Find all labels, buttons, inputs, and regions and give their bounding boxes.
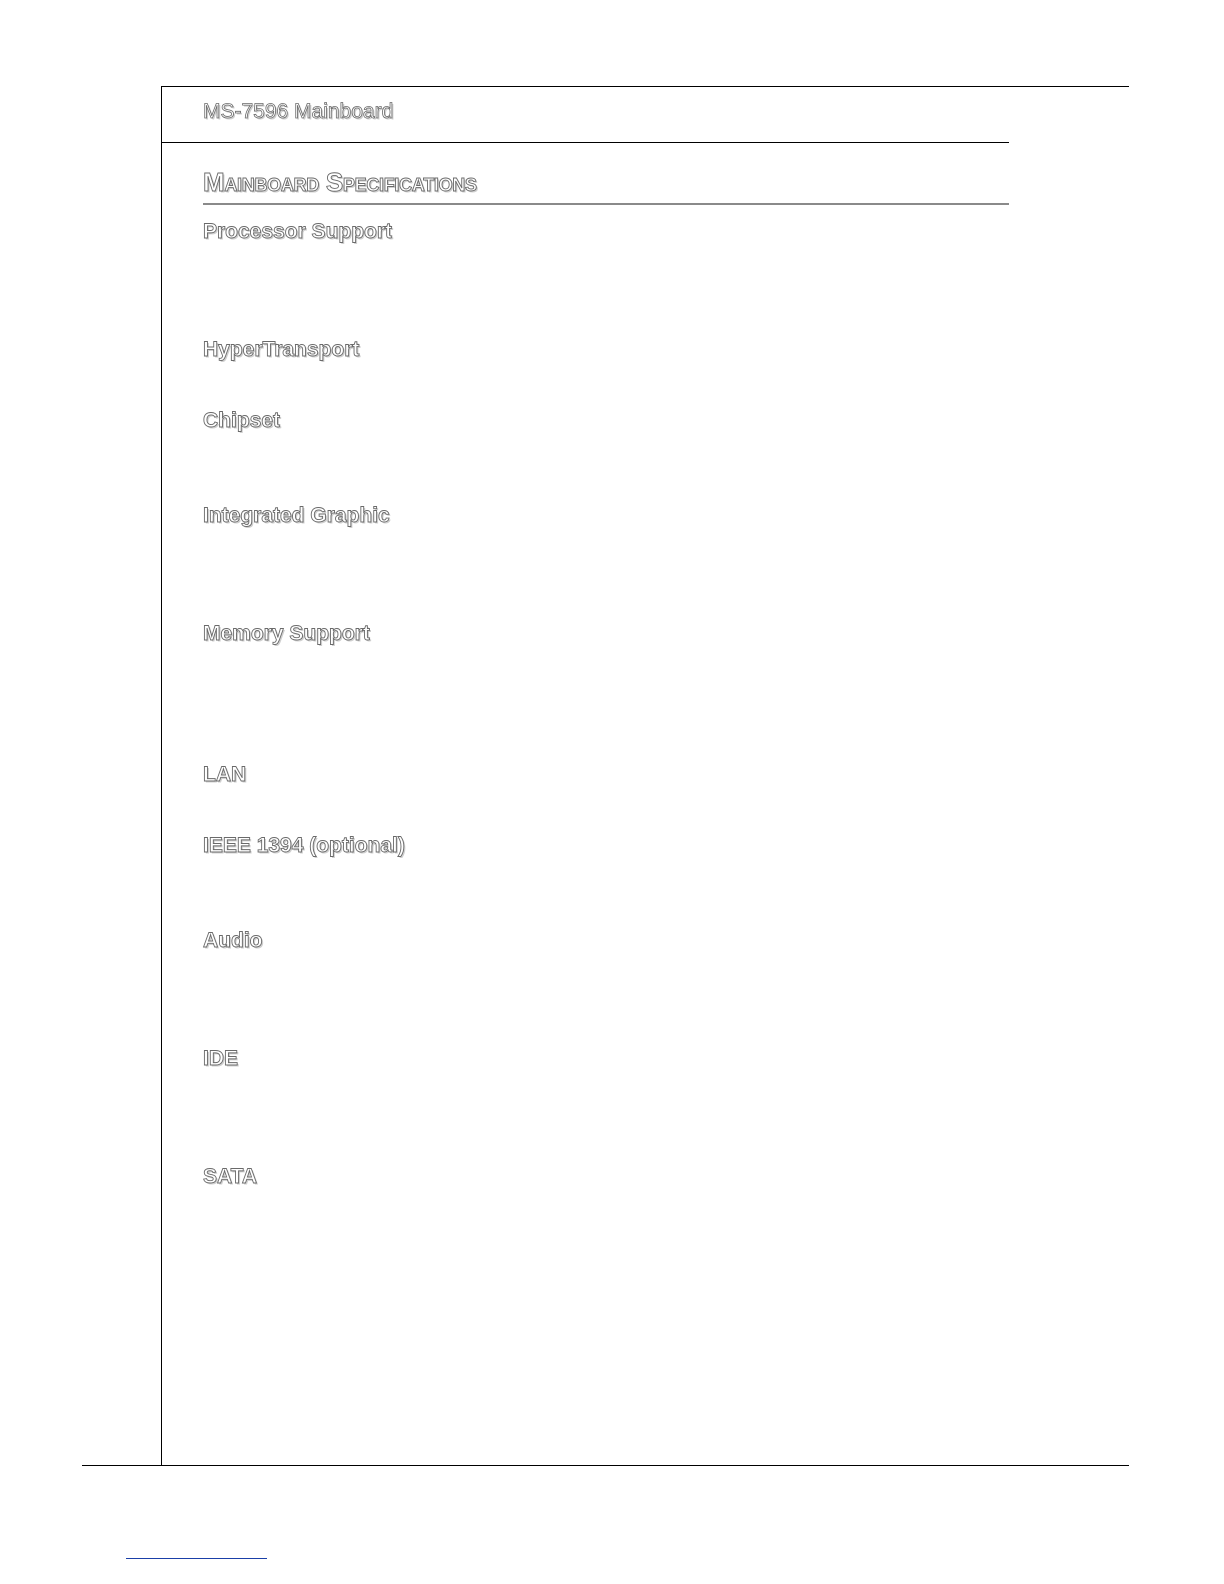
frame-left-border <box>161 86 162 1466</box>
document-header-title: MS-7596 Mainboard <box>203 100 394 123</box>
footer-link-underline[interactable] <box>126 1558 267 1559</box>
spec-label-integrated-graphic: Integrated Graphic <box>203 504 390 527</box>
spec-label-sata: SATA <box>203 1165 258 1188</box>
section-title: Mainboard Specifications <box>203 167 477 197</box>
spec-label-chipset: Chipset <box>203 409 281 432</box>
spec-label-ide: IDE <box>203 1047 239 1070</box>
section-title-underline <box>203 203 1009 205</box>
spec-label-audio: Audio <box>203 929 263 952</box>
spec-label-hypertransport: HyperTransport <box>203 338 360 361</box>
frame-top-border <box>161 86 1129 87</box>
spec-label-memory-support: Memory Support <box>203 622 370 645</box>
spec-label-lan: LAN <box>203 763 247 786</box>
spec-label-ieee-1394: IEEE 1394 (optional) <box>203 834 405 857</box>
header-divider <box>161 142 1009 143</box>
spec-label-processor-support: Processor Support <box>203 220 393 243</box>
frame-bottom-border <box>82 1465 1129 1466</box>
